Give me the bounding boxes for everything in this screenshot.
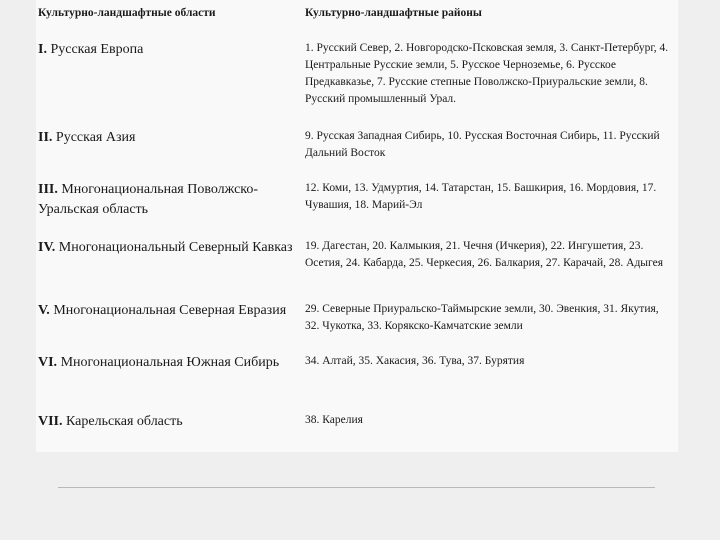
- area-cell: V. Многонациональная Северная Евразия: [38, 303, 287, 318]
- divider-line: [58, 487, 655, 488]
- header-areas: Культурно-ландшафтные области: [38, 7, 216, 19]
- regions-table: [36, 0, 678, 452]
- districts-cell: 34. Алтай, 35. Хакасия, 36. Тува, 37. Бурятия: [305, 355, 525, 367]
- area-cell: III. Многонациональная Поволжско-Уральская область: [38, 182, 259, 217]
- area-cell: IV. Многонациональный Северный Кавказ: [38, 240, 293, 255]
- header-districts: Культурно-ландшафтные районы: [305, 7, 482, 19]
- area-cell: II. Русская Азия: [38, 130, 136, 145]
- area-cell: I. Русская Европа: [38, 42, 144, 57]
- districts-cell: 12. Коми, 13. Удмуртия, 14. Татарстан, 15. Башкирия, 16. Мордовия, 17. Чувашия, 18. Марий-Эл: [305, 182, 657, 211]
- districts-cell: 19. Дагестан, 20. Калмыкия, 21. Чечня (Ичкерия), 22. Ингушетия, 23. Осетия, 24. Кабарда, 25. Черкесия, 26. Балкария, 27. Карачай, 28. Адыгея: [305, 240, 663, 269]
- districts-cell: 29. Северные Приуральско-Таймырские земли, 30. Эвенкия, 31. Якутия, 32. Чукотка, 33. Корякско-Камчатские земли: [305, 303, 659, 332]
- districts-cell: 9. Русская Западная Сибирь, 10. Русская Восточная Сибирь, 11. Русский Дальний Восток: [305, 130, 660, 159]
- area-cell: VI. Многонациональная Южная Сибирь: [38, 355, 280, 370]
- districts-cell: 38. Карелия: [305, 414, 363, 426]
- area-cell: VII. Карельская область: [38, 414, 183, 429]
- districts-cell: 1. Русский Север, 2. Новгородско-Псковская земля, 3. Санкт-Петербург, 4. Центральные Русские земли, 5. Русское Черноземье, 6. Русское Предкавказье, 7. Русские степные Поволжско-Приуральские земли, 8. Русский промышленный Урал.: [305, 42, 669, 105]
